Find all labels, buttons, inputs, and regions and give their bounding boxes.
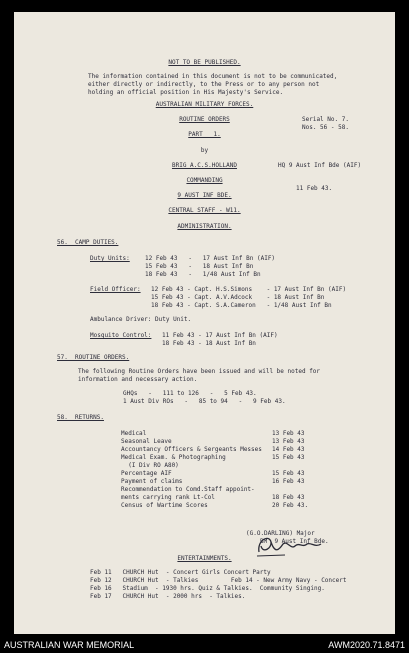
returns-heading: 58. RETURNS. [57,414,104,421]
duty-units-label: Duty Units: [90,255,130,262]
entertainment-row: Feb 12 CHURCH Hut - Talkies Feb 14 - New Army Navy - Concert [90,577,347,584]
field-officer-row: 12 Feb 43 - Capt. H.S.Simons - 17 Aust Inf Bn (AIF) [151,286,347,293]
return-label: Percentage AIF [121,470,172,477]
notice-line: The information contained in this document is not to be communicated, [88,73,338,80]
return-date: 20 Feb 43. [272,502,309,509]
entertainment-row: Feb 16 Stadium - 1930 hrs. Quiz & Talkies. Community Singing. [90,585,325,592]
orders-title: ROUTINE ORDERS [179,116,230,123]
return-date: 14 Feb 43 [272,446,305,453]
force-title: AUSTRALIAN MILITARY FORCES. [155,101,254,108]
return-date: 15 Feb 43 [272,470,305,477]
brigade-line: 9 AUST INF BDE. [177,192,232,199]
return-date: 15 Feb 43 [272,454,305,461]
entertainment-row: Feb 11 CHURCH Hut - Concert Girls Concert Party [90,569,271,576]
routine-orders-text: information and necessary action. [78,376,198,383]
commander-name: BRIG A.C.S.HOLLAND [171,162,238,169]
return-date: 16 Feb 43 [272,478,305,485]
return-label: Seasonal Leave [121,438,172,445]
order-numbers: Nos. 56 - 58. [302,124,349,131]
duty-unit-row: 12 Feb 43 - 17 Aust Inf Bn (AIF) [145,255,276,262]
ghq-orders-line: GHQs - 111 to 126 - 5 Feb 43. [123,390,257,397]
div-orders-line: 1 Aust Div ROs - 85 to 94 - 9 Feb 43. [123,398,286,405]
return-label: Medical [121,430,147,437]
hq-line: HQ 9 Aust Inf Bde (AIF) [278,162,362,169]
entertainment-row: Feb 17 CHURCH Hut - 2000 hrs - Talkies. [90,593,246,600]
staff-line: CENTRAL STAFF - W11. [168,207,241,214]
field-officer-row: 15 Feb 43 - Capt. A.V.Adcock - 18 Aust Inf Bn [151,294,325,301]
routine-orders-text: The following Routine Orders have been issued and will be noted for [78,368,321,375]
footer-bar [0,637,409,653]
field-officer-label: Field Officer: [90,286,141,293]
by-line: by [200,147,209,154]
return-label: ments carrying rank Lt-Col [121,494,215,501]
footer-institution: AUSTRALIAN WAR MEMORIAL [4,640,135,650]
signatory-name: (G.O.DARLING) Major [246,530,315,537]
field-officer-row: 18 Feb 43 - Capt. S.A.Cameron - 1/48 Aust Inf Bn [151,302,332,309]
entertainments-heading: ENTERTAINMENTS. [177,555,232,562]
order-date: 11 Feb 43. [296,185,333,192]
mosquito-control-label: Mosquito Control: [90,332,152,339]
duty-unit-row: 18 Feb 43 - 1/48 Aust Inf Bn [145,271,261,278]
camp-duties-heading: 56. CAMP DUTIES. [57,239,119,246]
return-date: 18 Feb 43 [272,494,305,501]
commanding-line: COMMANDING [186,177,223,184]
return-date: 13 Feb 43 [272,430,305,437]
signatory-unit: BM 9 Aust Inf Bde. [260,538,329,545]
part-title: PART 1. [188,131,221,138]
return-label: Medical Exam. & Photographing [121,454,226,461]
notice-line: either directly or indirectly, to the Press or to any person not [88,81,320,88]
return-label: Census of Wartime Scores [121,502,208,509]
page-title: NOT TO BE PUBLISHED. [168,59,241,66]
return-label: Recommendation to Comd.Staff appoint- [121,486,255,493]
serial-number: Serial No. 7. [302,116,349,123]
footer-accession-number: AWM2020.71.8471 [328,640,405,650]
routine-orders-heading: 57. ROUTINE ORDERS. [57,354,130,361]
mosquito-row: 18 Feb 43 - 18 Aust Inf Bn [162,340,256,347]
notice-line: holding an official position in His Majesty's Service. [88,89,284,96]
return-label: Accountancy Officers & Sergeants Messes [121,446,262,453]
return-label: (I Div RO A80) [121,462,179,469]
administration-heading: ADMINISTRATION. [177,223,232,230]
document-page [14,12,395,634]
mosquito-row: 11 Feb 43 - 17 Aust Inf Bn (AIF) [162,332,278,339]
duty-unit-row: 15 Feb 43 - 18 Aust Inf Bn [145,263,254,270]
ambulance-driver-line: Ambulance Driver: Duty Unit. [90,316,192,323]
return-label: Payment of claims [121,478,183,485]
return-date: 13 Feb 43 [272,438,305,445]
